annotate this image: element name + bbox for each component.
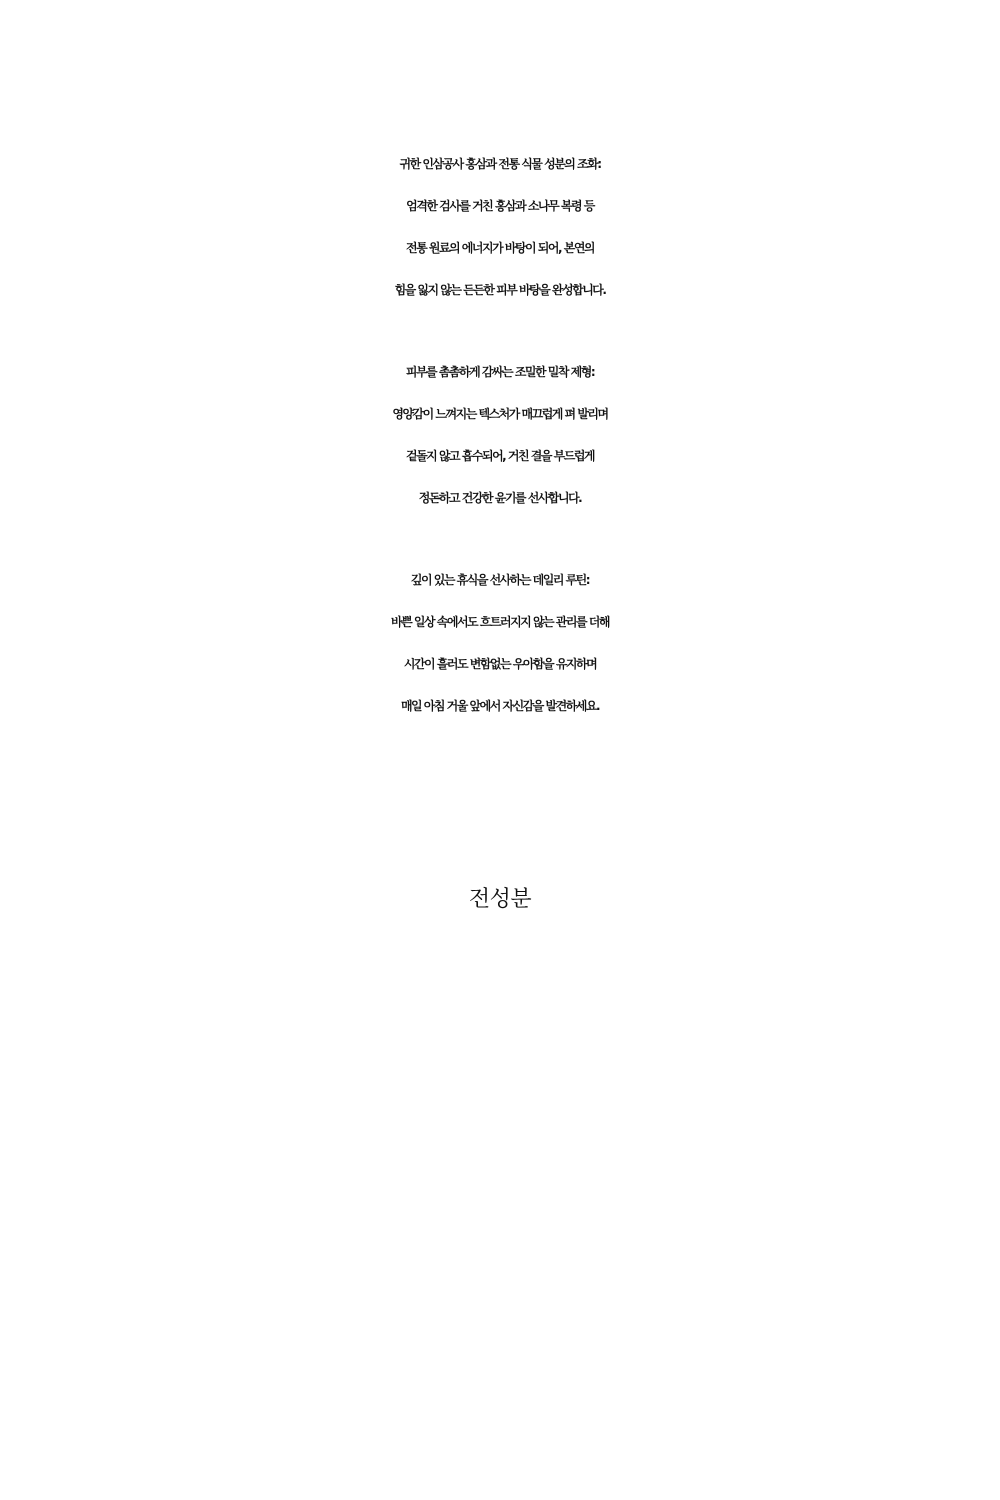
ingredients-line: [0, 1093, 1000, 1135]
ingredients-line: [0, 1135, 1000, 1177]
intro-line: 전통 원료의 에너지가 바탕이 되어, 본연의: [405, 241, 594, 255]
ingredients-section: [0, 880, 1000, 1345]
intro-section: [0, 143, 1000, 767]
intro-line: 영양감이 느껴지는 텍스처가 매끄럽게 펴 발리며: [392, 407, 608, 421]
intro-line: 매일 아침 거울 앞에서 자신감을 발견하세요.: [400, 699, 600, 713]
intro-line: 정돈하고 건강한 윤기를 선사합니다.: [418, 491, 582, 505]
intro-line: 피부를 촘촘하게 감싸는 조밀한 밀착 제형:: [405, 365, 595, 379]
ingredients-line: [0, 1219, 1000, 1261]
intro-line: 깊이 있는 휴식을 선사하는 데일리 루틴:: [410, 573, 590, 587]
intro-line: 엄격한 검사를 거친 홍삼과 소나무 복령 등: [406, 199, 594, 213]
intro-paragraph-1: [0, 143, 1000, 311]
ingredients-line: [0, 967, 1000, 1009]
ingredients-line: [0, 1261, 1000, 1303]
ingredients-line: [0, 1177, 1000, 1219]
ingredients-line: [0, 1303, 1000, 1345]
ingredients-line: [0, 1051, 1000, 1093]
intro-paragraph-3: [0, 559, 1000, 727]
intro-line: 바쁜 일상 속에서도 흐트러지지 않는 관리를 더해: [391, 615, 609, 629]
ingredients-line: [0, 925, 1000, 967]
ingredients-title: 전성분: [468, 887, 532, 912]
intro-line: 귀한 인삼공사 홍삼과 전통 식물 성분의 조화:: [399, 157, 601, 171]
intro-line: 힘을 잃지 않는 든든한 피부 바탕을 완성합니다.: [394, 283, 606, 297]
intro-line: 시간이 흘러도 변함없는 우아함을 유지하며: [403, 657, 597, 671]
intro-paragraph-2: [0, 351, 1000, 519]
intro-line: 겉돌지 않고 흡수되어, 거친 결을 부드럽게: [405, 449, 594, 463]
ingredients-line: [0, 1009, 1000, 1051]
